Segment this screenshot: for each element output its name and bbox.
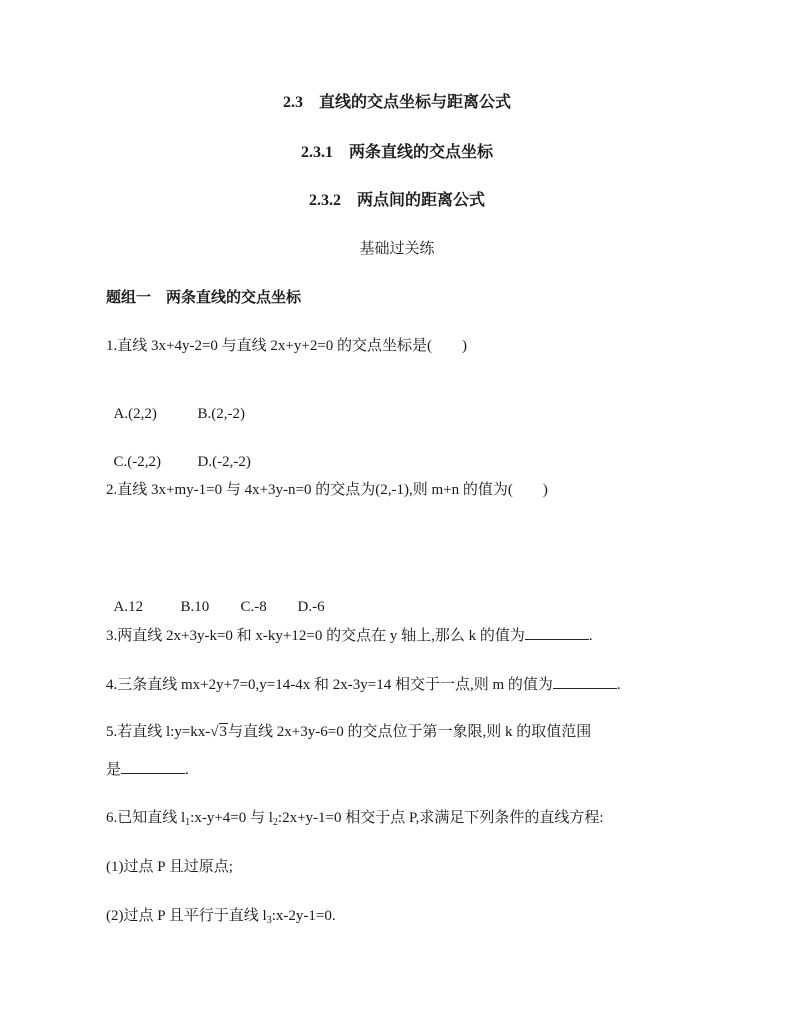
q6-text-1: 6.已知直线 l [106, 810, 186, 826]
period: . [185, 762, 189, 778]
title-subsection-2: 2.3.2 两点间的距离公式 [308, 192, 485, 209]
section-label: 基础过关练 [359, 241, 435, 257]
question-1-stem: 1.直线 3x+4y-2=0 与直线 2x+y+2=0 的交点坐标是( ) [106, 338, 468, 354]
option-d: D.-6 [297, 599, 325, 615]
answer-blank[interactable] [121, 759, 185, 774]
sqrt-expression: √3 [210, 724, 228, 740]
question-5-text-c: 是 [106, 762, 122, 778]
option-c: C.-8 [240, 599, 267, 615]
sqrt-radicand: 3 [219, 724, 228, 740]
subscript: 3 [266, 915, 272, 926]
option-b: B.10 [180, 599, 210, 615]
q6-sub2-text-2: :x-2y-1=0. [271, 908, 336, 924]
question-3-stem: 3.两直线 2x+3y-k=0 和 x-ky+12=0 的交点在 y 轴上,那么 k 的值为 [106, 628, 525, 644]
option-d: D.(-2,-2) [197, 454, 251, 470]
q6-text-2: :x-y+4=0 与 l [190, 810, 273, 826]
question-4 [106, 674, 621, 695]
option-c: C.(-2,2) [113, 454, 161, 470]
period: . [588, 628, 593, 644]
question-5-line-2 [106, 759, 189, 780]
question-2-stem: 2.直线 3x+my-1=0 与 4x+3y-n=0 的交点为(2,-1),则 m+n 的值为( ) [106, 482, 548, 498]
option-b: B.(2,-2) [197, 406, 245, 422]
group-heading: 题组一 两条直线的交点坐标 [106, 290, 302, 306]
title-section: 2.3 直线的交点坐标与距离公式 [282, 94, 511, 111]
answer-blank[interactable] [525, 625, 589, 640]
option-a: A.12 [113, 599, 144, 615]
question-1-options-row-2 [106, 432, 251, 472]
title-subsection-1: 2.3.1 两条直线的交点坐标 [300, 144, 493, 161]
question-4-stem: 4.三条直线 mx+2y+7=0,y=14-4x 和 2x-3y=14 相交于一点,则 m 的值为 [106, 677, 553, 693]
subscript: 1 [185, 817, 191, 828]
question-6-stem [106, 808, 604, 833]
q6-text-3: :2x+y-1=0 相交于点 P,求满足下列条件的直线方程: [277, 810, 604, 826]
period: . [616, 677, 621, 693]
question-5-text-a: 5.若直线 l:y=kx- [106, 724, 211, 740]
question-2-options [106, 577, 325, 617]
question-3 [106, 625, 593, 646]
question-1-options-row-1 [106, 384, 245, 424]
subscript: 2 [272, 817, 278, 828]
question-6-sub-1: (1)过点 P 且过原点; [106, 859, 233, 875]
answer-blank[interactable] [553, 674, 617, 689]
question-5-line-1 [106, 722, 591, 742]
question-6-sub-2 [106, 906, 336, 931]
q6-sub2-text-1: (2)过点 P 且平行于直线 l [106, 908, 267, 924]
option-a: A.(2,2) [113, 406, 157, 422]
question-5-text-b: 与直线 2x+3y-6=0 的交点位于第一象限,则 k 的取值范围 [228, 724, 592, 740]
